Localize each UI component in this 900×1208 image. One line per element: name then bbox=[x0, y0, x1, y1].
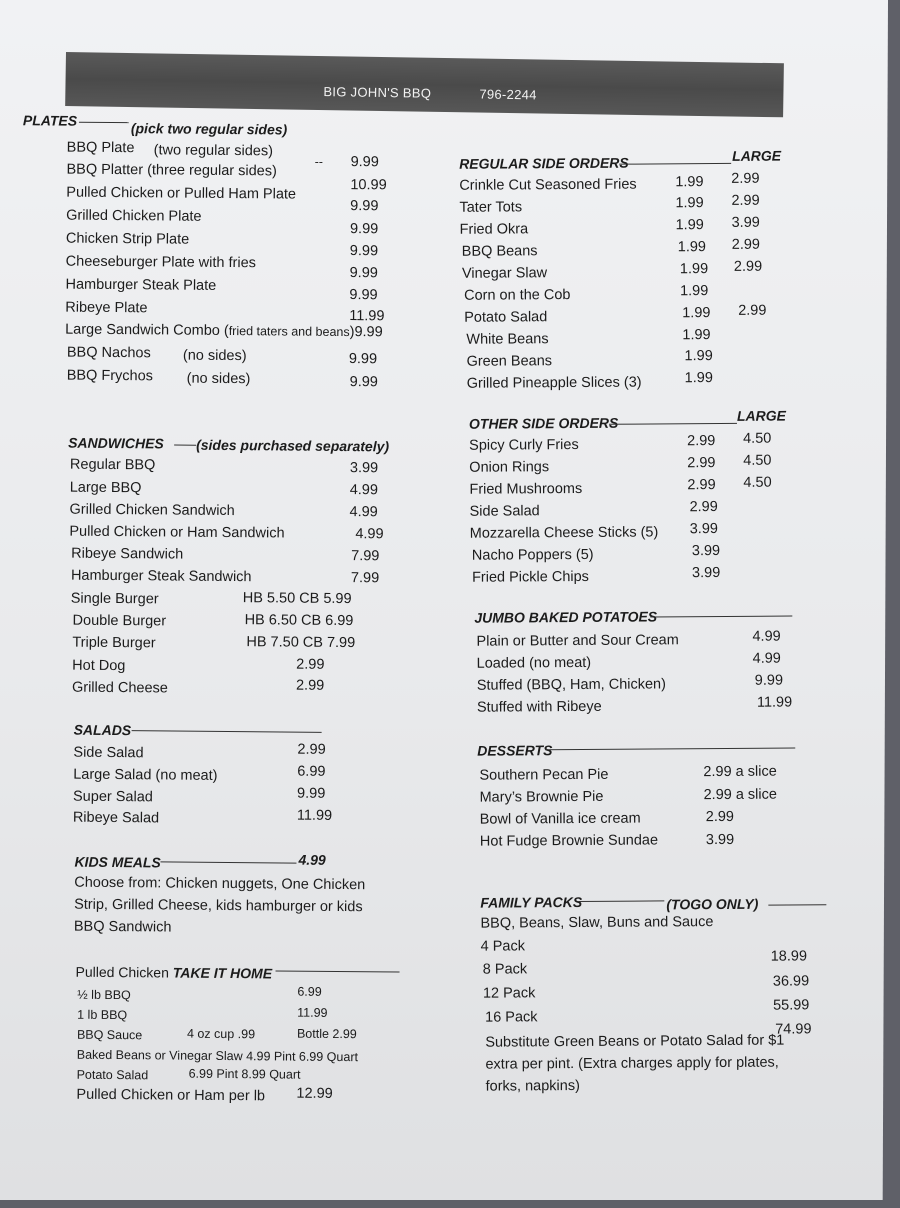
menu-item-price: 6.99 bbox=[297, 763, 326, 780]
sandwiches-note: (sides purchased separately) bbox=[196, 436, 390, 455]
menu-item: BBQ Nachos bbox=[66, 344, 151, 362]
take-home-item: BBQ Sauce bbox=[76, 1027, 143, 1043]
take-home-price: 6.99 bbox=[297, 984, 322, 999]
family-footer-line: extra per pint. (Extra charges apply for plates, bbox=[485, 1054, 779, 1073]
menu-item: Grilled Chicken Sandwich bbox=[69, 501, 235, 520]
menu-item-price: 9.99 bbox=[349, 265, 378, 282]
menu-item: Cheeseburger Plate with fries bbox=[65, 253, 257, 272]
kids-text-line: BBQ Sandwich bbox=[73, 918, 172, 936]
menu-item-price: 2.99 bbox=[295, 677, 325, 694]
menu-item-price: 3.99 bbox=[691, 564, 721, 582]
kids-text-line: Strip, Grilled Cheese, kids hamburger or kids bbox=[74, 896, 363, 916]
menu-item-dots: -- bbox=[314, 154, 323, 169]
take-home-price: 11.99 bbox=[297, 1005, 328, 1020]
regular-sides-heading: REGULAR SIDE ORDERS bbox=[459, 154, 629, 172]
salads-heading: SALADS bbox=[73, 721, 132, 739]
menu-item-price: 2.99 bbox=[297, 741, 326, 758]
kids-text-line: Choose from: Chicken nuggets, One Chicken bbox=[74, 874, 366, 894]
menu-item: Fried Okra bbox=[459, 221, 529, 238]
menu-item-price: 55.99 bbox=[772, 997, 810, 1014]
menu-item: Green Beans bbox=[466, 353, 553, 370]
menu-item-price: 3.99 bbox=[691, 542, 721, 560]
menu-item-price: 7.99 bbox=[350, 570, 380, 587]
family-footer-line: forks, napkins) bbox=[485, 1077, 580, 1095]
menu-item-price: 2.99 a slice bbox=[703, 786, 777, 804]
menu-item-price: 1.99 bbox=[677, 239, 707, 256]
menu-item: Plain or Butter and Sour Cream bbox=[476, 632, 679, 650]
menu-item-price: 18.99 bbox=[770, 948, 808, 965]
menu-item: BBQ Frychos bbox=[66, 367, 154, 385]
desserts-heading: DESSERTS bbox=[477, 742, 553, 759]
menu-item: Triple Burger bbox=[72, 634, 156, 652]
menu-item-price: 74.99 bbox=[775, 1021, 812, 1038]
other-sides-large-label: LARGE bbox=[736, 407, 786, 424]
menu-item: Ribeye Salad bbox=[72, 809, 160, 827]
menu-item: Grilled Cheese bbox=[71, 679, 168, 697]
regular-sides-large-label: LARGE bbox=[732, 147, 782, 164]
menu-item-price: 10.99 bbox=[350, 177, 387, 194]
menu-item: Ribeye Plate bbox=[65, 299, 148, 317]
potatoes-dash bbox=[650, 615, 792, 617]
menu-item-price: 36.99 bbox=[772, 973, 810, 990]
menu-item-price: 1.99 bbox=[675, 217, 704, 234]
take-home-item: Pulled Chicken or Ham per lb bbox=[76, 1086, 266, 1105]
menu-item-price: HB 7.50 CB 7.99 bbox=[246, 634, 356, 652]
menu-item-price: 9.99 bbox=[350, 154, 379, 171]
menu-item-desc: (no sides) bbox=[186, 370, 251, 388]
menu-item-price: 2.99 bbox=[687, 433, 716, 450]
menu-item-price: 3.99 bbox=[689, 521, 719, 538]
menu-item-price: 4.99 bbox=[349, 504, 378, 521]
menu-item: 12 Pack bbox=[482, 985, 536, 1002]
menu-item-desc: (two regular sides) bbox=[153, 142, 274, 160]
menu-item: Pulled Chicken or Ham Sandwich bbox=[69, 523, 285, 542]
menu-item-price: 4.99 bbox=[349, 482, 379, 499]
menu-item-large-price: 2.99 bbox=[731, 236, 761, 253]
menu-item-price: 1.99 bbox=[679, 261, 709, 278]
menu-item-price: 4.99 bbox=[355, 526, 384, 543]
menu-item-price: 9.99 bbox=[349, 243, 379, 260]
menu-item-price: 3.99 bbox=[349, 460, 379, 477]
menu-item: Mozzarella Cheese Sticks (5) bbox=[469, 524, 659, 542]
other-sides-heading: OTHER SIDE ORDERS bbox=[468, 414, 619, 432]
menu-item: Loaded (no meat) bbox=[476, 654, 592, 672]
menu-item: Stuffed with Ribeye bbox=[476, 698, 602, 716]
take-home-mid: 6.99 Pint 8.99 Quart bbox=[188, 1066, 301, 1082]
menu-item: Corn on the Cob bbox=[464, 287, 571, 304]
menu-item-price: 11.99 bbox=[349, 308, 385, 325]
menu-item-price: 2.99 a slice bbox=[703, 763, 777, 781]
restaurant-name: BIG JOHN'S BBQ bbox=[323, 84, 432, 101]
menu-item: Double Burger bbox=[72, 612, 167, 630]
menu-item-price: 1.99 bbox=[684, 348, 713, 365]
regular-sides-dash bbox=[619, 163, 731, 165]
potatoes-heading: JUMBO BAKED POTATOES bbox=[474, 608, 658, 626]
menu-item: Spicy Curly Fries bbox=[469, 436, 579, 454]
menu-item-price: 9.99 bbox=[297, 785, 326, 802]
menu-item: Bowl of Vanilla ice cream bbox=[479, 810, 641, 828]
family-footer-line: Substitute Green Beans or Potato Salad for $1 bbox=[485, 1032, 785, 1051]
menu-item-price: 9.99 bbox=[349, 221, 379, 238]
menu-item: Side Salad bbox=[469, 503, 540, 520]
menu-item-large-price: 2.99 bbox=[738, 302, 767, 319]
take-home-item: Potato Salad bbox=[76, 1067, 149, 1083]
menu-item-price: 3.99 bbox=[705, 831, 735, 849]
menu-item-large-price: 4.50 bbox=[743, 474, 772, 491]
menu-item-price: 2.99 bbox=[687, 477, 716, 494]
menu-item: Large BBQ bbox=[69, 479, 142, 497]
menu-item: Nacho Poppers (5) bbox=[471, 546, 594, 564]
menu-item-price: 2.99 bbox=[705, 808, 735, 826]
menu-item-price: 9.99 bbox=[348, 351, 378, 368]
menu-item-large-price: 2.99 bbox=[731, 192, 760, 209]
menu-item: Stuffed (BBQ, Ham, Chicken) bbox=[476, 676, 666, 694]
menu-item-large-price: 2.99 bbox=[733, 258, 763, 275]
menu-item-price: 9.99 bbox=[350, 198, 379, 215]
menu-item-price: HB 5.50 CB 5.99 bbox=[242, 590, 352, 608]
menu-item: Potato Salad bbox=[464, 309, 548, 326]
menu-item: Vinegar Slaw bbox=[461, 265, 548, 282]
menu-item-large-price: 4.50 bbox=[743, 430, 772, 447]
take-home-price: Bottle 2.99 bbox=[296, 1026, 357, 1042]
menu-item: Large Salad (no meat) bbox=[73, 766, 218, 784]
take-home-heading: Pulled Chicken TAKE IT HOME bbox=[75, 963, 273, 982]
menu-item: Fried Mushrooms bbox=[469, 480, 583, 498]
menu-item-price: 2.99 bbox=[687, 455, 716, 472]
phone-number: 796-2244 bbox=[479, 86, 537, 103]
menu-item-price: 2.99 bbox=[689, 499, 718, 516]
take-home-mid: 4 oz cup .99 bbox=[186, 1026, 256, 1042]
menu-item: 8 Pack bbox=[482, 961, 528, 978]
family-note: (TOGO ONLY) bbox=[666, 895, 759, 913]
take-home-item: ½ lb BBQ bbox=[77, 987, 131, 1003]
menu-item-price: 2.99 bbox=[296, 656, 325, 673]
menu-item-large-price: 2.99 bbox=[731, 170, 760, 187]
other-sides-dash bbox=[609, 423, 737, 425]
menu-item: Tater Tots bbox=[459, 199, 523, 216]
menu-item: Hot Dog bbox=[72, 657, 126, 675]
menu-item-price: 1.99 bbox=[675, 195, 704, 212]
menu-item: Hamburger Steak Plate bbox=[65, 276, 217, 294]
menu-item-price: 9.99 bbox=[754, 672, 784, 689]
menu-item-price: 1.99 bbox=[682, 327, 711, 344]
menu-item: Southern Pecan Pie bbox=[479, 766, 609, 784]
family-dash bbox=[578, 900, 664, 902]
sandwiches-heading: SANDWICHES bbox=[68, 434, 164, 452]
take-home-item: Baked Beans or Vinegar Slaw 4.99 Pint 6.99 Quart bbox=[76, 1047, 359, 1065]
menu-item-price: 1.99 bbox=[675, 174, 704, 191]
menu-item-price: 11.99 bbox=[296, 807, 333, 824]
menu-item: Crinkle Cut Seasoned Fries bbox=[459, 176, 637, 194]
menu-item-note: fried taters and beans bbox=[228, 324, 350, 340]
menu-item-desc: (no sides) bbox=[182, 347, 247, 365]
menu-item: Fried Pickle Chips bbox=[471, 568, 589, 586]
menu-item-price: 9.99 bbox=[349, 374, 378, 391]
kids-price: 4.99 bbox=[298, 851, 326, 868]
menu-item: White Beans bbox=[466, 331, 549, 348]
family-heading: FAMILY PACKS bbox=[480, 893, 583, 911]
menu-item: Onion Rings bbox=[469, 459, 550, 476]
plates-heading: PLATES bbox=[22, 112, 78, 129]
menu-item: Grilled Chicken Plate bbox=[66, 207, 202, 225]
menu-item: Ribeye Sandwich bbox=[71, 545, 184, 563]
menu-item-price: 1.99 bbox=[684, 370, 713, 387]
menu-item-price: 1.99 bbox=[679, 283, 709, 300]
menu-item: 4 Pack bbox=[480, 938, 526, 955]
take-home-label: TAKE IT HOME bbox=[172, 964, 273, 982]
menu-item-large-price: 4.50 bbox=[743, 452, 772, 469]
take-home-item: 1 lb BBQ bbox=[77, 1007, 128, 1023]
menu-item: BBQ Platter (three regular sides) bbox=[66, 161, 277, 180]
menu-item: Grilled Pineapple Slices (3) bbox=[466, 374, 642, 392]
menu-item: Chicken Strip Plate bbox=[65, 230, 190, 248]
menu-item-price: HB 6.50 CB 6.99 bbox=[244, 612, 354, 630]
menu-item: Hot Fudge Brownie Sundae bbox=[479, 832, 659, 850]
menu-item: Single Burger bbox=[70, 590, 159, 608]
menu-item: Super Salad bbox=[72, 788, 153, 806]
menu-item-price: 4.99 bbox=[752, 628, 781, 645]
menu-item: Side Salad bbox=[73, 744, 144, 762]
menu-item-price: 7.99 bbox=[351, 548, 380, 565]
menu-item: BBQ Beans bbox=[461, 243, 538, 260]
family-dash-2 bbox=[768, 904, 826, 905]
plates-note: (pick two regular sides) bbox=[130, 120, 288, 138]
menu-item-large-price: 3.99 bbox=[731, 214, 760, 231]
desserts-dash bbox=[545, 747, 795, 750]
menu-item: Hamburger Steak Sandwich bbox=[70, 567, 252, 586]
menu-item-price: 4.99 bbox=[752, 650, 781, 667]
family-subtitle: BBQ, Beans, Slaw, Buns and Sauce bbox=[480, 914, 714, 932]
take-home-price: 12.99 bbox=[296, 1085, 333, 1102]
menu-item-price: 11.99 bbox=[756, 694, 793, 711]
kids-heading: KIDS MEALS bbox=[74, 853, 161, 871]
menu-item: Pulled Chicken or Pulled Ham Plate bbox=[66, 184, 297, 203]
menu-item-price: 9.99 bbox=[349, 287, 378, 304]
menu-item-price: 1.99 bbox=[682, 305, 711, 322]
menu-item: Regular BBQ bbox=[69, 456, 156, 474]
menu-item: Mary’s Brownie Pie bbox=[479, 788, 604, 806]
menu-item: 16 Pack bbox=[485, 1009, 538, 1026]
menu-item: BBQ Plate bbox=[66, 139, 135, 157]
menu-item: Large Sandwich Combo (fried taters and beans)9.99 bbox=[65, 321, 383, 341]
